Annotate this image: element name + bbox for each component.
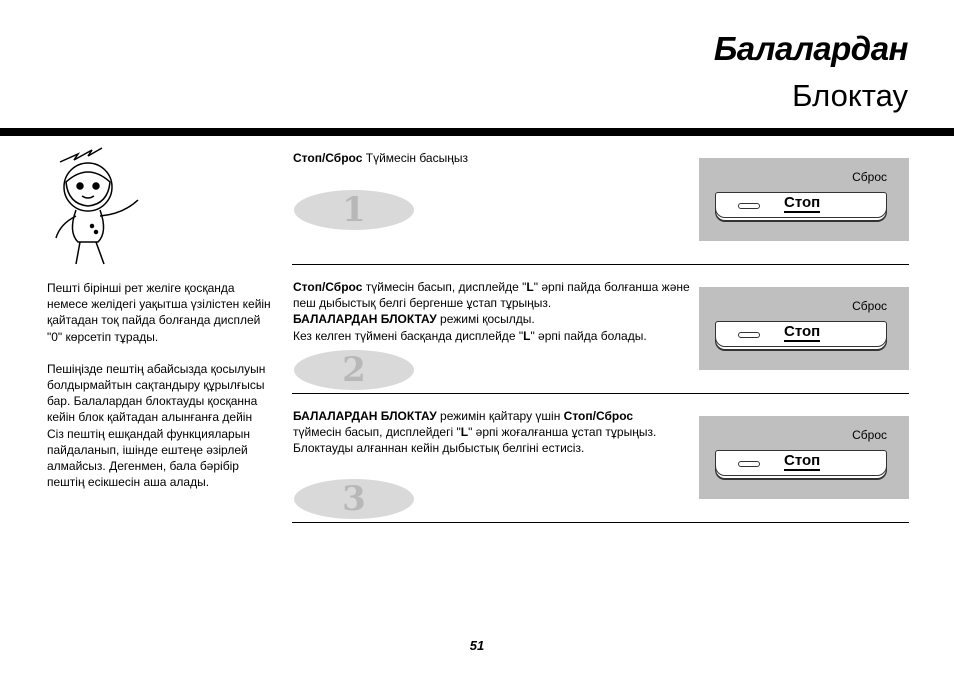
intro-paragraph: Пешті бірінші рет желіге қосқанда немесе желідегі уақытша үзілістен кейін қайтадан тоқ пайда болғанда дисплей "0" көрсетіп тұрады. <box>47 281 271 344</box>
step-3 <box>292 408 909 523</box>
step-divider <box>292 264 909 265</box>
indicator-icon <box>738 203 760 209</box>
step-text-part: Блоктауды алғаннан кейін дыбыстық белгіні естисіз. <box>293 441 585 456</box>
control-panel <box>699 416 909 499</box>
stop-button[interactable] <box>715 192 887 218</box>
display-letter: L <box>526 280 534 294</box>
step-divider <box>292 522 909 523</box>
step-1 <box>292 150 909 265</box>
step-number: 2 <box>294 350 414 390</box>
stop-button[interactable] <box>715 450 887 476</box>
control-panel <box>699 287 909 370</box>
button-name: Стоп/Сброс <box>563 409 634 423</box>
step-text-part: түймесін басып, дисплейде " <box>362 280 527 294</box>
step-number: 3 <box>294 479 414 519</box>
reset-label: Сброс <box>852 428 887 442</box>
step-text-part: Түймесін басыңыз <box>362 151 468 165</box>
indicator-icon <box>738 461 760 467</box>
step-text-part: " әрпі жоғалғанша ұстап тұрыңыз. <box>468 425 657 440</box>
reset-label: Сброс <box>852 299 887 313</box>
page-number: 51 <box>469 638 485 653</box>
intro-text <box>47 280 272 506</box>
display-letter: L <box>460 425 469 440</box>
step-text-part: режимін қайтару үшін <box>436 409 564 423</box>
intro-paragraph: Пешіңізде пештің абайсызда қосылуын болдырмайтын сақтандыру құрылғысы бар. Балалардан блоктауды қосқанна кейін блок қайтадан алынғанға дейін Сіз пештің ешқандай функцияларын пайдаланып, ішінде ештеңе әзірлей алмайсыз. Дегенмен, бала бәрібір пештің есікшесін аша алады. <box>47 361 266 490</box>
step-text <box>293 150 693 166</box>
step-text-part: режимі қосылды. <box>436 312 535 327</box>
stop-button-label: Стоп <box>784 194 821 211</box>
header-divider <box>0 128 954 136</box>
reset-label: Сброс <box>852 170 887 184</box>
step-text <box>293 279 693 344</box>
indicator-icon <box>738 332 760 338</box>
page-title: Балалардан <box>713 30 908 67</box>
page-subtitle: Блоктау <box>792 78 908 113</box>
mascot-illustration <box>48 142 158 272</box>
stop-button-label: Стоп <box>784 323 821 340</box>
step-text-part: түймесін басып, дисплейдегі " <box>293 425 461 440</box>
stop-button-label: Стоп <box>784 452 821 469</box>
display-letter: L <box>523 328 531 343</box>
mode-name: БАЛАЛАРДАН БЛОКТАУ <box>293 312 437 327</box>
step-number: 1 <box>294 190 414 230</box>
control-panel <box>699 158 909 241</box>
button-name: Стоп/Сброс <box>293 280 363 294</box>
mode-name: БАЛАЛАРДАН БЛОКТАУ <box>293 409 437 423</box>
step-divider <box>292 393 909 394</box>
step-2 <box>292 279 909 394</box>
step-text-part: Кез келген түймені басқанда дисплейде " <box>293 328 524 343</box>
step-text-part: " әрпі пайда болғанша және пеш дыбыстық белгі бергенше ұстап тұрыңыз. <box>293 280 690 311</box>
stop-button[interactable] <box>715 321 887 347</box>
step-text <box>293 408 673 457</box>
step-text-part: " әрпі пайда болады. <box>530 328 647 343</box>
button-name: Стоп/Сброс <box>293 151 363 165</box>
